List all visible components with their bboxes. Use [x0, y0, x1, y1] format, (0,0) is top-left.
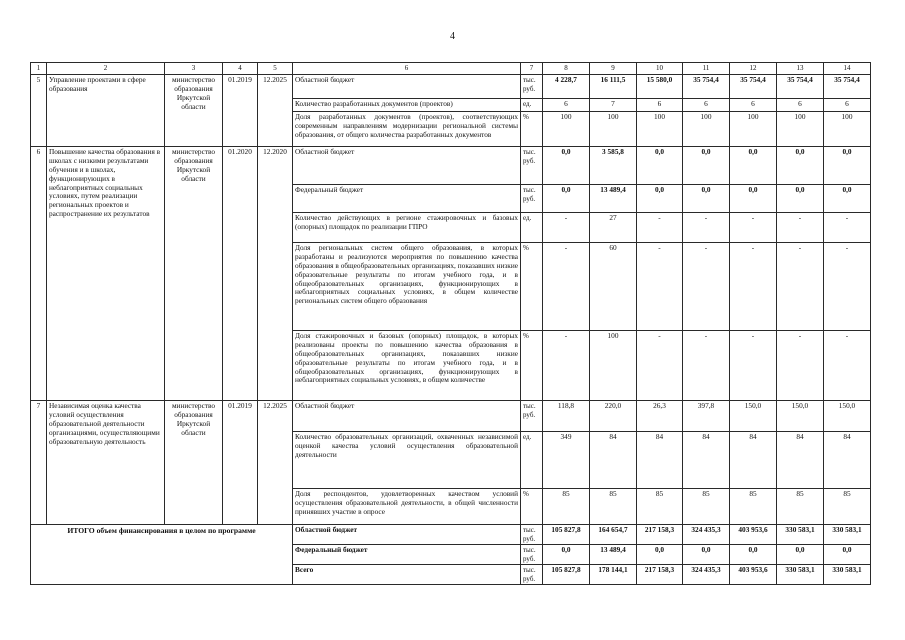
unit-cell: %: [521, 112, 543, 147]
col-num-13: 13: [777, 63, 824, 75]
indicator-text: Областной бюджет: [293, 75, 521, 99]
value-cell: 100: [683, 112, 730, 147]
value-cell: 0,0: [683, 147, 730, 185]
end-date: 12.2025: [258, 75, 293, 147]
total-value: 0,0: [777, 545, 824, 565]
value-cell: -: [730, 213, 777, 243]
total-value: 217 158,3: [637, 525, 683, 545]
value-cell: 35 754,4: [777, 75, 824, 99]
value-cell: 397,8: [683, 401, 730, 432]
value-cell: 6: [683, 99, 730, 112]
row-number: 5: [31, 75, 47, 147]
value-cell: 150,0: [777, 401, 824, 432]
value-cell: 150,0: [824, 401, 871, 432]
value-cell: 6: [543, 99, 590, 112]
total-indicator-text: Федеральный бюджет: [293, 545, 521, 565]
col-num-7: 7: [521, 63, 543, 75]
value-cell: 0,0: [777, 185, 824, 213]
value-cell: 35 754,4: [730, 75, 777, 99]
value-cell: 100: [824, 112, 871, 147]
total-value: 330 583,1: [824, 565, 871, 585]
value-cell: -: [683, 213, 730, 243]
total-value: 0,0: [730, 545, 777, 565]
total-value: 0,0: [683, 545, 730, 565]
table-row: [31, 75, 871, 99]
value-cell: 15 580,0: [637, 75, 683, 99]
value-cell: -: [543, 331, 590, 401]
value-cell: 85: [683, 489, 730, 525]
value-cell: 100: [590, 331, 637, 401]
value-cell: 0,0: [730, 147, 777, 185]
value-cell: -: [824, 243, 871, 331]
col-num-14: 14: [824, 63, 871, 75]
value-cell: 0,0: [730, 185, 777, 213]
executor: министерство образования Иркутской области: [165, 401, 223, 525]
value-cell: 0,0: [637, 147, 683, 185]
total-value: 330 583,1: [824, 525, 871, 545]
value-cell: 6: [777, 99, 824, 112]
col-num-3: 3: [165, 63, 223, 75]
value-cell: 0,0: [637, 185, 683, 213]
row-number: 6: [31, 147, 47, 401]
unit-cell: тыс. руб.: [521, 401, 543, 432]
unit-cell: ед.: [521, 213, 543, 243]
start-date: 01.2019: [223, 75, 258, 147]
value-cell: 0,0: [824, 147, 871, 185]
value-cell: 0,0: [777, 147, 824, 185]
value-cell: 220,0: [590, 401, 637, 432]
value-cell: 26,3: [637, 401, 683, 432]
total-title: ИТОГО объем финансирования в целом по программе: [31, 525, 293, 585]
value-cell: -: [777, 243, 824, 331]
value-cell: -: [543, 213, 590, 243]
value-cell: 0,0: [683, 185, 730, 213]
value-cell: 100: [637, 112, 683, 147]
indicator-text: Федеральный бюджет: [293, 185, 521, 213]
value-cell: 85: [590, 489, 637, 525]
value-cell: 100: [777, 112, 824, 147]
col-num-2: 2: [47, 63, 165, 75]
value-cell: 84: [730, 432, 777, 489]
table-row: [31, 401, 871, 432]
value-cell: 0,0: [824, 185, 871, 213]
value-cell: -: [730, 243, 777, 331]
total-value: 164 654,7: [590, 525, 637, 545]
col-num-8: 8: [543, 63, 590, 75]
col-num-12: 12: [730, 63, 777, 75]
end-date: 12.2025: [258, 401, 293, 525]
indicator-text: Количество образовательных организаций, охваченных независимой оценкой качества условий осуществления образовательной деятельности: [293, 432, 521, 489]
total-value: 330 583,1: [777, 525, 824, 545]
value-cell: 85: [543, 489, 590, 525]
indicator-text: Областной бюджет: [293, 401, 521, 432]
total-row: [31, 525, 871, 545]
value-cell: -: [543, 243, 590, 331]
end-date: 12.2020: [258, 147, 293, 401]
indicator-text: Областной бюджет: [293, 147, 521, 185]
start-date: 01.2020: [223, 147, 258, 401]
value-cell: -: [637, 243, 683, 331]
value-cell: 6: [824, 99, 871, 112]
total-indicator-text: Всего: [293, 565, 521, 585]
indicator-text: Доля региональных систем общего образования, в которых разработаны и реализуются мероприятия по повышению качества образования в общеобразовательных организациях, показавших низкие образовательные результаты по итогам учебного года, и в общеобразовательных организациях, функционирующих в неблагоприятных социальных условиях, в общем количестве региональных систем общего образования: [293, 243, 521, 331]
value-cell: -: [637, 331, 683, 401]
header-number-row: [31, 63, 871, 75]
executor: министерство образования Иркутской области: [165, 147, 223, 401]
indicator-text: Количество действующих в регионе стажировочных и базовых (опорных) площадок по реализации ГПРО: [293, 213, 521, 243]
value-cell: 60: [590, 243, 637, 331]
table-row: [31, 147, 871, 185]
total-value: 105 827,8: [543, 565, 590, 585]
unit-cell: тыс. руб.: [521, 185, 543, 213]
value-cell: -: [683, 243, 730, 331]
value-cell: 349: [543, 432, 590, 489]
value-cell: 35 754,4: [683, 75, 730, 99]
unit-cell: ед.: [521, 99, 543, 112]
indicator-text: Доля респондентов, удовлетворенных качеством условий осуществления образовательной деятельности, в общей численности принявших участие в опросе: [293, 489, 521, 525]
total-value: 178 144,1: [590, 565, 637, 585]
col-num-5: 5: [258, 63, 293, 75]
value-cell: 118,8: [543, 401, 590, 432]
total-indicator-text: Областной бюджет: [293, 525, 521, 545]
total-value: 403 953,6: [730, 565, 777, 585]
value-cell: -: [777, 213, 824, 243]
value-cell: 100: [590, 112, 637, 147]
unit-cell: %: [521, 331, 543, 401]
value-cell: 3 585,8: [590, 147, 637, 185]
value-cell: 100: [543, 112, 590, 147]
indicator-text: Доля разработанных документов (проектов), соответствующих современным направлениям модернизации региональной системы образования, от общего количества разработанных документов: [293, 112, 521, 147]
value-cell: 0,0: [543, 185, 590, 213]
total-unit: тыс. руб.: [521, 545, 543, 565]
value-cell: 100: [730, 112, 777, 147]
total-value: 13 489,4: [590, 545, 637, 565]
unit-cell: ед.: [521, 432, 543, 489]
indicator-text: Количество разработанных документов (проектов): [293, 99, 521, 112]
start-date: 01.2019: [223, 401, 258, 525]
value-cell: 35 754,4: [824, 75, 871, 99]
col-num-6: 6: [293, 63, 521, 75]
value-cell: 4 228,7: [543, 75, 590, 99]
measure-name: Управление проектами в сфере образования: [47, 75, 165, 147]
value-cell: 84: [590, 432, 637, 489]
measure-name: Независимая оценка качества условий осуществления образовательной деятельности организациями, осуществляющими образовательную деятельность: [47, 401, 165, 525]
value-cell: 85: [777, 489, 824, 525]
unit-cell: %: [521, 489, 543, 525]
page-number: 4: [450, 31, 455, 42]
total-value: 105 827,8: [543, 525, 590, 545]
total-value: 217 158,3: [637, 565, 683, 585]
total-value: 0,0: [543, 545, 590, 565]
unit-cell: тыс. руб.: [521, 75, 543, 99]
value-cell: -: [637, 213, 683, 243]
value-cell: 84: [824, 432, 871, 489]
col-num-1: 1: [31, 63, 47, 75]
value-cell: 85: [637, 489, 683, 525]
indicator-text: Доля стажировочных и базовых (опорных) площадок, в которых реализованы проекты по повышению качества образования в общеобразовательных организациях, показавших низкие образовательные результаты по итогам учебного года, и в общеобразовательных организациях, функционирующих в неблагоприятных социальных условиях, в общем количестве: [293, 331, 521, 401]
total-value: 403 953,6: [730, 525, 777, 545]
value-cell: 7: [590, 99, 637, 112]
value-cell: -: [777, 331, 824, 401]
total-value: 0,0: [824, 545, 871, 565]
value-cell: 84: [683, 432, 730, 489]
total-unit: тыс. руб.: [521, 565, 543, 585]
value-cell: 6: [637, 99, 683, 112]
total-value: 0,0: [637, 545, 683, 565]
value-cell: 27: [590, 213, 637, 243]
program-table: [30, 62, 871, 585]
row-number: 7: [31, 401, 47, 525]
executor: министерство образования Иркутской области: [165, 75, 223, 147]
value-cell: 84: [777, 432, 824, 489]
value-cell: 85: [824, 489, 871, 525]
total-unit: тыс. руб.: [521, 525, 543, 545]
unit-cell: %: [521, 243, 543, 331]
col-num-11: 11: [683, 63, 730, 75]
value-cell: 16 111,5: [590, 75, 637, 99]
value-cell: -: [824, 331, 871, 401]
value-cell: 13 489,4: [590, 185, 637, 213]
col-num-9: 9: [590, 63, 637, 75]
col-num-10: 10: [637, 63, 683, 75]
value-cell: -: [730, 331, 777, 401]
total-value: 324 435,3: [683, 565, 730, 585]
value-cell: 85: [730, 489, 777, 525]
total-value: 324 435,3: [683, 525, 730, 545]
value-cell: 0,0: [543, 147, 590, 185]
value-cell: -: [683, 331, 730, 401]
measure-name: Повышение качества образования в школах с низкими результатами обучения и в школах, функционирующих в неблагоприятных социальных условиях, путем реализации региональных проектов и распространение их результатов: [47, 147, 165, 401]
value-cell: 84: [637, 432, 683, 489]
total-value: 330 583,1: [777, 565, 824, 585]
unit-cell: тыс. руб.: [521, 147, 543, 185]
value-cell: -: [824, 213, 871, 243]
value-cell: 6: [730, 99, 777, 112]
value-cell: 150,0: [730, 401, 777, 432]
col-num-4: 4: [223, 63, 258, 75]
